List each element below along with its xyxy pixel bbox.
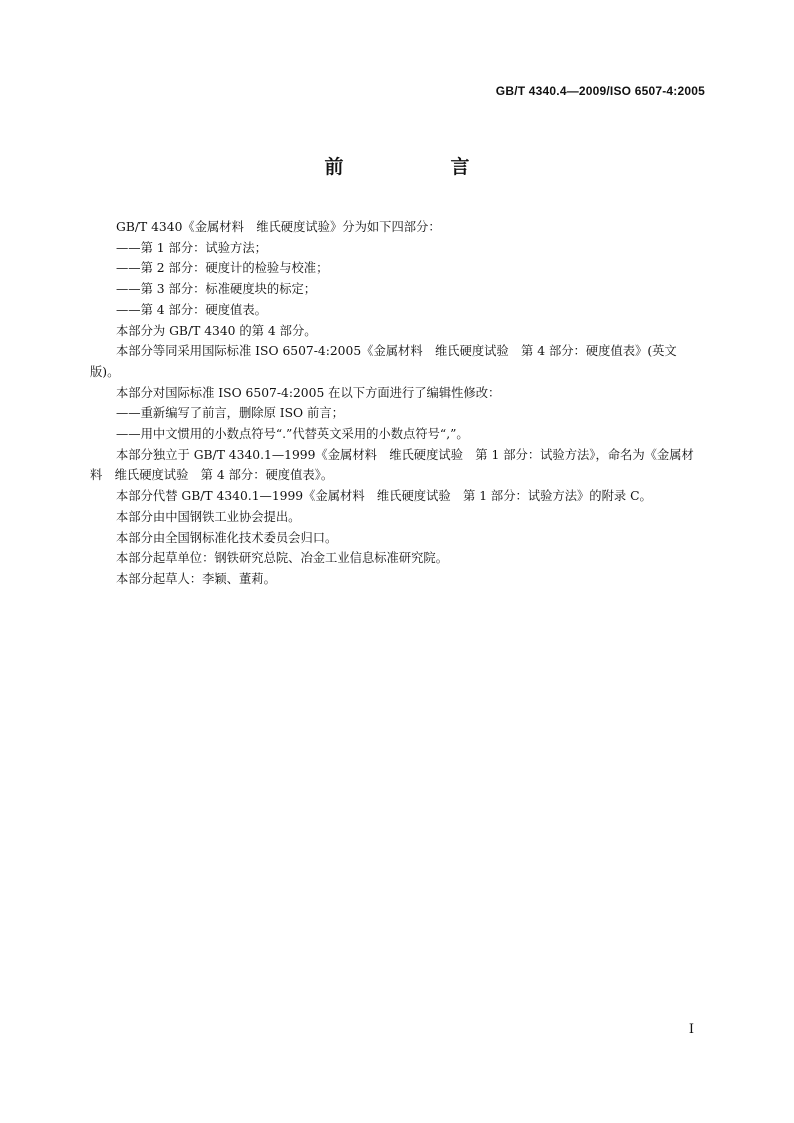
paragraph: 本部分起草人：李颖、董莉。 — [116, 571, 276, 586]
list-item: ——重新编写了前言，删除原 ISO 前言； — [116, 406, 344, 421]
list-item: ——第 1 部分：试验方法； — [116, 240, 267, 255]
paragraph: 本部分由全国钢标准化技术委员会归口。 — [116, 530, 338, 545]
paragraph: 本部分由中国钢铁工业协会提出。 — [116, 509, 301, 524]
paragraph: 本部分独立于 GB/T 4340.1—1999《金属材料 维氏硬度试验 第 1 部分：试验方法》，命名为《金属材料 维氏硬度试验 第 4 部分：硬度值表》。 — [90, 447, 694, 483]
list-item: ——用中文惯用的小数点符号“.”代替英文采用的小数点符号“,”。 — [116, 427, 469, 442]
paragraph: GB/T 4340《金属材料 维氏硬度试验》分为如下四部分： — [116, 220, 441, 234]
paragraph: 本部分对国际标准 ISO 6507-4:2005 在以下方面进行了编辑性修改： — [116, 385, 501, 400]
list-item: ——第 4 部分：硬度值表。 — [116, 302, 267, 317]
list-item: ——第 3 部分：标准硬度块的标定； — [116, 282, 317, 297]
paragraph: 本部分为 GB/T 4340 的第 4 部分。 — [116, 323, 317, 338]
paragraph: 本部分等同采用国际标准 ISO 6507-4:2005《金属材料 维氏硬度试验 第 4 部分：硬度值表》(英文版)。 — [90, 344, 677, 379]
page-number: I — [688, 1022, 694, 1037]
page-title: 前 言 — [324, 156, 514, 178]
standard-code: GB/T 4340.4—2009/ISO 6507-4:2005 — [495, 84, 705, 98]
foreword-body — [90, 217, 706, 590]
paragraph: 本部分代替 GB/T 4340.1—1999《金属材料 维氏硬度试验 第 1 部分：试验方法》的附录 C。 — [116, 489, 652, 504]
paragraph: 本部分起草单位：钢铁研究总院、冶金工业信息标准研究院。 — [116, 551, 449, 566]
list-item: ——第 2 部分：硬度计的检验与校准； — [116, 261, 329, 276]
